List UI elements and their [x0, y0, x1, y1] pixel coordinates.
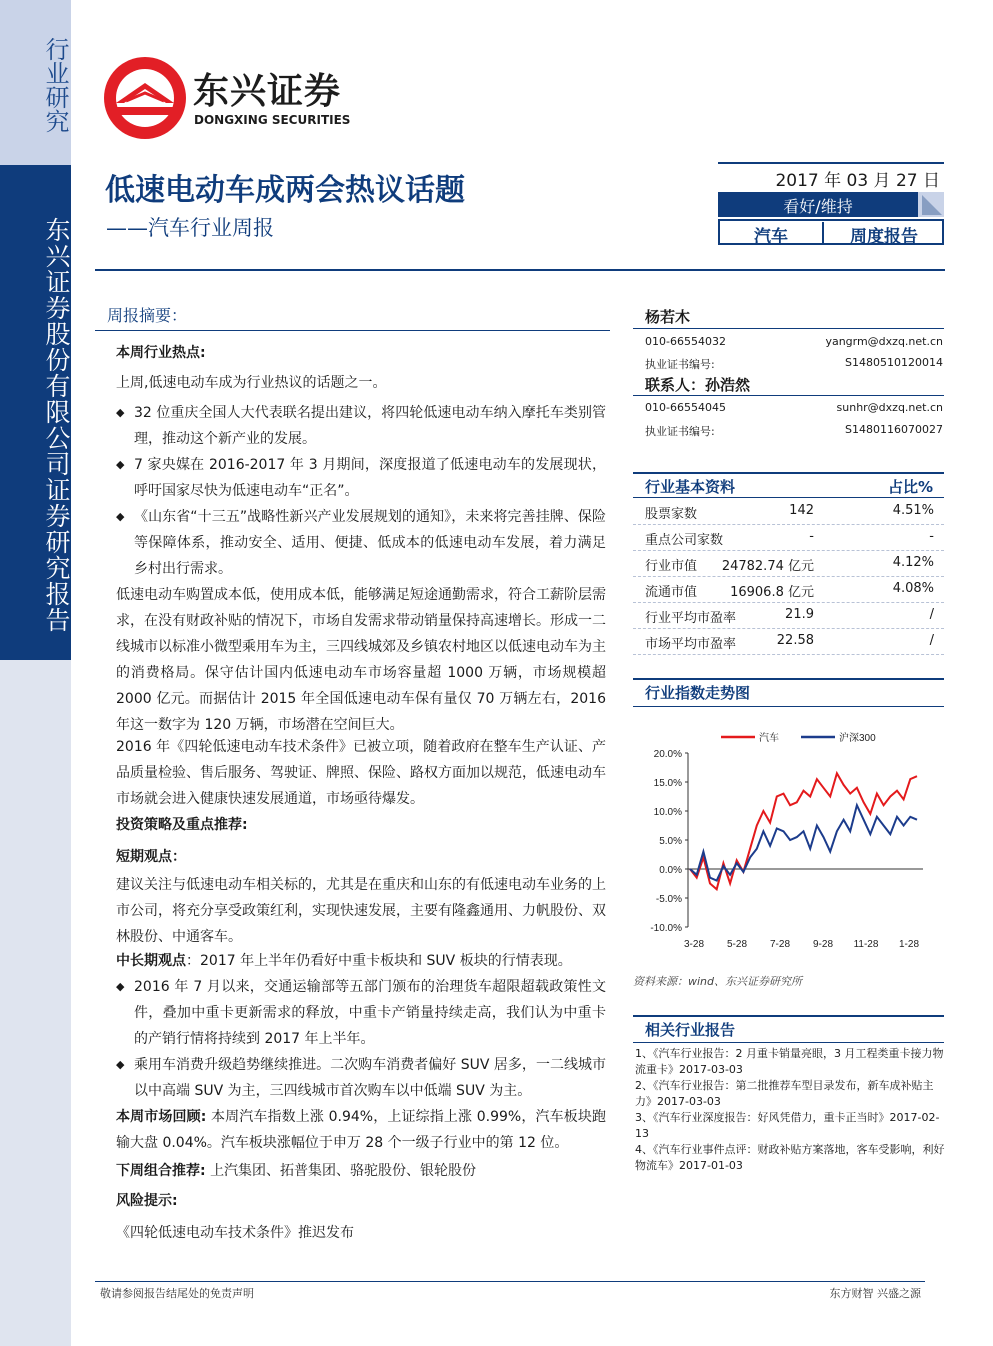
hot-topic-label: 本周行业热点:: [116, 345, 206, 361]
list-item: ◆ 乘用车消费升级趋势继续推进。二次购车消费者偏好 SUV 居多，一二线城市以中高端 SUV 为主，三四线城市首次购车以中低端 SUV 为主。: [116, 1052, 606, 1104]
basic-top-rule: [633, 472, 944, 474]
y-tick-label: 10.0%: [653, 807, 682, 818]
mid-term-view: 中长期观点：2017 年上半年仍看好中重卡板块和 SUV 板块的行情表现。: [116, 953, 572, 969]
logo-icon: [102, 55, 188, 141]
policy-paragraph: 2016 年《四轮低速电动车技术条件》已被立项，随着政府在整车生产认证、产品质量检验、售后服务、驾驶证、牌照、保险、路权方面加以规范，低速电动车市场就会进入健康快速发展通道，市场亟待爆发。: [116, 739, 606, 807]
table-row: 流通市值 16906.8 亿元 4.08%: [633, 577, 944, 603]
analyst-rule: [633, 328, 944, 329]
market-review: 本周市场回顾: 本周汽车指数上涨 0.94%，上证综指上涨 0.99%，汽车板块跑输大盘 0.04%。汽车板块涨幅位于申万 28 个一级子行业中的第 12 位。: [116, 1109, 606, 1151]
analyst-email: yangrm@dxzq.net.cn: [825, 335, 943, 348]
contact-cert: S1480116070027: [845, 423, 943, 436]
table-row: 市场平均市盈率 22.58 /: [633, 629, 944, 655]
y-tick-label: 15.0%: [653, 778, 682, 789]
disclaimer-note: 敬请参阅报告结尾处的免责声明: [100, 1287, 254, 1300]
risk-label: 风险提示:: [116, 1193, 178, 1209]
portfolio-recommendation: 下周组合推荐: 上汽集团、拓普集团、骆驼股份、银轮股份: [116, 1163, 477, 1179]
rating-triangle: [918, 192, 944, 217]
chart-source: 资料来源：wind、东兴证券研究所: [633, 975, 803, 988]
analyst-name: 杨若木: [645, 308, 691, 326]
x-tick-label: 11-28: [853, 939, 879, 950]
y-tick-label: -10.0%: [650, 923, 682, 934]
contact-name: 联系人：孙浩然: [645, 376, 751, 394]
report-subtitle: ——汽车行业周报: [106, 216, 274, 240]
rating-bar: [718, 192, 944, 217]
table-row: 行业市值 24782.74 亿元 4.12%: [633, 551, 944, 577]
hot-topic-intro: 上周,低速电动车成为行业热议的话题之一。: [116, 375, 387, 391]
bullet-diamond-icon: ◆: [116, 406, 125, 419]
sidebar-bottom-panel: [0, 660, 71, 1346]
related-header-rule: [633, 1042, 944, 1043]
corner-triangle-icon: [918, 192, 944, 217]
logo-cn-text: 东兴证券: [193, 71, 342, 112]
strategy-label: 投资策略及重点推荐:: [116, 817, 248, 833]
market-analysis-paragraph: 低速电动车购置成本低，使用成本低，能够满足短途通勤需求，符合工薪阶层需求，在没有财政补贴的情况下，市场自发需求带动销量保持高速增长。形成一二线城市以标准小微型乘用车为主，三四线城郊及乡镇农村地区以低速电动车为主的消费格局。保守估计国内低速电动车市场容量超 1000 万辆，市场规模超 2000 亿元。而据估计 2015 年全国低速电动车保有量仅 70 万辆左右，2016 年这一数字为 120 万辆，市场潜在空间巨大。: [116, 587, 606, 733]
table-row: 行业平均市盈率 21.9 /: [633, 603, 944, 629]
bullet-diamond-icon: ◆: [116, 1058, 125, 1071]
contact-rule: [633, 395, 944, 396]
y-tick-label: 5.0%: [659, 836, 682, 847]
footer-slogan: 东方财智 兴盛之源: [829, 1287, 921, 1300]
basic-header-rule: [633, 497, 944, 498]
summary-heading: 周报摘要：: [107, 306, 188, 325]
category-row: [718, 219, 944, 245]
short-term-text: 建议关注与低速电动车相关标的，尤其是在重庆和山东的有低速电动车业务的上市公司，将充分享受政策红利，实现快速发展，主要有隆鑫通用、力帆股份、双林股份、中通客车。: [116, 877, 606, 945]
x-tick-label: 5-28: [726, 939, 748, 950]
legend-label: 汽车: [759, 733, 779, 744]
footer-rule: [95, 1281, 925, 1282]
chart-header-rule: [633, 706, 944, 707]
sidebar-category: 行业研究: [41, 37, 69, 133]
analyst-phone: 010-66554032: [645, 335, 726, 348]
table-row: 重点公司家数 - -: [633, 525, 944, 551]
cert-label: 执业证书编号:: [645, 425, 715, 438]
basic-data-table: [633, 499, 944, 655]
list-item: ◆ 7 家央媒在 2016-2017 年 3 月期间，深度报道了低速电动车的发展现状，呼吁国家尽快为低速电动车“正名”。: [116, 452, 606, 504]
rating-label: 看好/维持: [783, 197, 853, 216]
x-tick-label: 1-28: [898, 939, 920, 950]
basic-data-title: 行业基本资料: [645, 478, 736, 496]
cert-label: 执业证书编号:: [645, 358, 715, 371]
pct-header: 占比%: [888, 478, 934, 496]
list-item[interactable]: 4、《汽车行业事件点评：财政补贴方案落地，客车受影响，利好物流车》2017-01-03: [635, 1143, 945, 1172]
chart-title: 行业指数走势图: [645, 684, 751, 702]
sidebar-company: 东兴证券股份有限公司证券研究报告: [42, 217, 71, 633]
header-rule: [95, 269, 945, 271]
y-tick-label: -5.0%: [655, 894, 682, 905]
date-box-top-rule: [718, 162, 944, 164]
report-type-label: 周度报告: [850, 227, 918, 247]
analyst-cert: S1480510120014: [845, 356, 943, 369]
contact-phone: 010-66554045: [645, 401, 726, 414]
sidebar-company-panel: [0, 165, 71, 660]
x-tick-label: 3-28: [683, 939, 705, 950]
list-item: ◆ 《山东省“十三五”战略性新兴产业发展规划的通知》，未来将完善挂牌、保险等保障体系，推动安全、适用、便捷、低成本的低速电动车发展，着力满足乡村出行需求。: [116, 504, 606, 582]
chart-top-rule: [633, 678, 944, 680]
legend-label: 沪深300: [839, 733, 876, 744]
related-reports-title: 相关行业报告: [645, 1021, 736, 1039]
list-item[interactable]: 3、《汽车行业深度报告：好风凭借力，重卡正当时》2017-02-13: [635, 1111, 940, 1140]
logo-en-text: DONGXING SECURITIES: [194, 113, 351, 127]
x-tick-label: 9-28: [812, 939, 834, 950]
y-tick-label: 20.0%: [653, 749, 682, 760]
related-top-rule: [633, 1015, 944, 1017]
list-item: ◆ 32 位重庆全国人大代表联名提出建议，将四轮低速电动车纳入摩托车类别管理，推动这个新产业的发展。: [116, 400, 606, 452]
index-trend-chart: [633, 715, 944, 965]
bullet-diamond-icon: ◆: [116, 980, 125, 993]
contact-email: sunhr@dxzq.net.cn: [836, 401, 943, 414]
list-item[interactable]: 1、《汽车行业报告：2 月重卡销量亮眼，3 月工程类重卡接力物流重卡》2017-03-03: [635, 1047, 944, 1076]
short-term-label: 短期观点：: [116, 849, 186, 865]
report-date: 2017 年 03 月 27 日: [775, 171, 940, 191]
bullet-diamond-icon: ◆: [116, 458, 125, 471]
list-item: ◆ 2016 年 7 月以来，交通运输部等五部门颁布的治理货车超限超载政策性文件，叠加中重卡更新需求的释放，中重卡产销量持续走高，我们认为中重卡的产销行情将持续到 2017 年上半年。: [116, 974, 606, 1052]
industry-label: 汽车: [720, 222, 824, 244]
list-item[interactable]: 2、《汽车行业报告：第二批推荐车型目录发布，新车成补贴主力》2017-03-03: [635, 1079, 934, 1108]
summary-rule: [95, 330, 610, 331]
x-tick-label: 7-28: [769, 939, 791, 950]
report-title: 低速电动车成两会热议话题: [105, 173, 465, 208]
related-reports-list: [635, 1046, 945, 1174]
risk-text: 《四轮低速电动车技术条件》推迟发布: [116, 1225, 354, 1241]
sidebar-category-panel: [0, 0, 71, 165]
index-trend-chart-svg: [633, 715, 944, 965]
y-tick-label: 0.0%: [659, 865, 682, 876]
table-row: 股票家数 142 4.51%: [633, 499, 944, 525]
bullet-diamond-icon: ◆: [116, 510, 125, 523]
